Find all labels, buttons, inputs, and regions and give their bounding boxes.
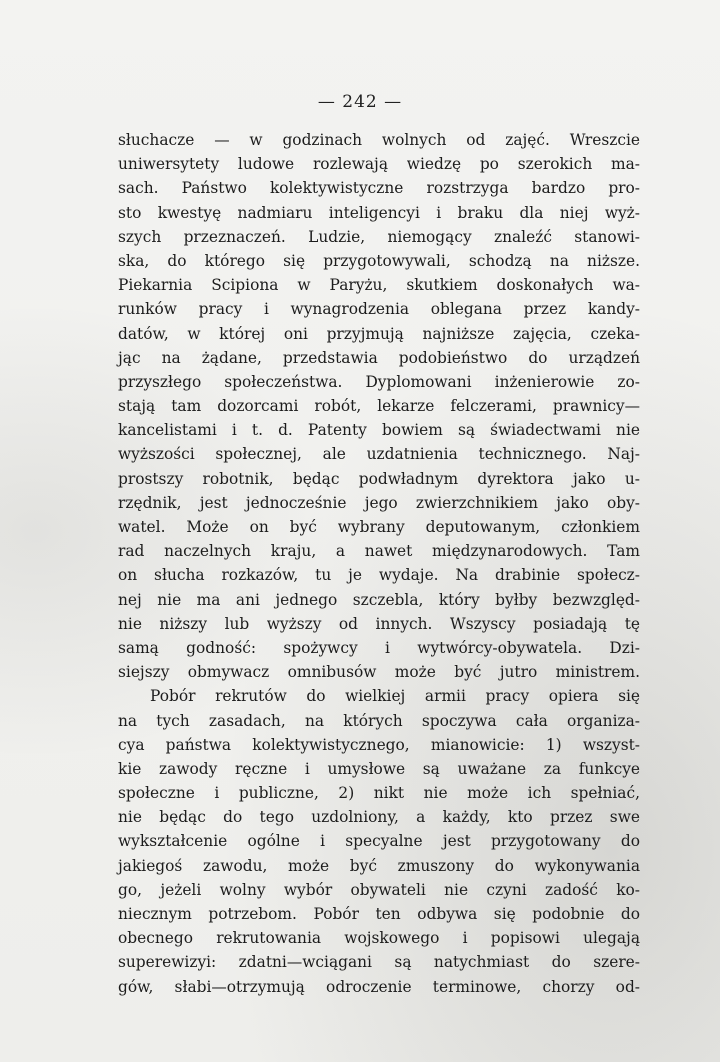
text-line: szych przeznaczeń. Ludzie, niemogący znaleźć stanowi-	[118, 227, 640, 246]
text-line: gów, słabi—otrzymują odroczenie terminowe, chorzy od-	[118, 977, 640, 996]
text-line: niecznym potrzebom. Pobór ten odbywa się podobnie do	[118, 905, 640, 923]
text-line: jakiegoś zawodu, może być zmuszony do wykonywania	[118, 856, 640, 875]
text-line: sach. Państwo kolektywistyczne rozstrzyga bardzo pro-	[118, 179, 640, 198]
text-line: nie niższy lub wyższy od innych. Wszyscy posiadają tę	[118, 614, 640, 633]
text-line: rzędnik, jest jednocześnie jego zwierzchnikiem jako oby-	[118, 493, 640, 512]
body-text	[118, 128, 640, 999]
text-line: samą godność: spożywcy i wytwórcy-obywatela. Dzi-	[118, 638, 640, 657]
text-line: przyszłego społeczeństwa. Dyplomowani inżenierowie zo-	[118, 372, 640, 391]
text-line: Pobór rekrutów do wielkiej armii pracy opiera się	[150, 687, 640, 706]
text-line: Piekarnia Scipiona w Paryżu, skutkiem doskonałych wa-	[118, 276, 640, 295]
text-line: na tych zasadach, na których spoczywa cała organiza-	[118, 711, 640, 730]
text-line: prostszy robotnik, będąc podwładnym dyrektora jako u-	[118, 469, 640, 488]
text-line: wykształcenie ogólne i specyalne jest przygotowany do	[118, 832, 640, 851]
text-line: ska, do którego się przygotowywali, schodzą na niższe.	[118, 251, 640, 270]
text-line: go, jeżeli wolny wybór obywateli nie czyni zadość ko-	[118, 880, 640, 899]
text-line: cya państwa kolektywistycznego, mianowicie: 1) wszyst-	[118, 735, 640, 754]
text-line: on słucha rozkazów, tu je wydaje. Na drabinie społecz-	[118, 566, 640, 585]
text-line: stają tam dozorcami robót, lekarze felczerami, prawnicy—	[118, 397, 640, 416]
paragraph-1	[118, 128, 640, 684]
text-line: superewizyi: zdatni—wciągani są natychmiast do szere-	[118, 953, 640, 972]
text-line: kie zawody ręczne i umysłowe są uważane za funkcye	[118, 759, 640, 778]
text-line: kancelistami i t. d. Patenty bowiem są świadectwami nie	[118, 421, 640, 440]
text-line: siejszy obmywacz omnibusów może być jutro ministrem.	[118, 663, 640, 682]
text-line: rad naczelnych kraju, a nawet międzynarodowych. Tam	[118, 542, 640, 561]
text-line: wyższości społecznej, ale uzdatnienia technicznego. Naj-	[118, 445, 640, 464]
text-line: społeczne i publiczne, 2) nikt nie może ich spełniać,	[118, 784, 640, 803]
text-line: nie będąc do tego uzdolniony, a każdy, kto przez swe	[118, 808, 640, 827]
text-line: jąc na żądane, przedstawia podobieństwo do urządzeń	[118, 348, 640, 367]
text-line: datów, w której oni przyjmują najniższe zajęcia, czeka-	[118, 324, 640, 343]
text-line: runków pracy i wynagrodzenia oblegana przez kandy-	[118, 300, 640, 319]
text-line: watel. Może on być wybrany deputowanym, członkiem	[118, 518, 640, 536]
paragraph-2	[118, 684, 640, 998]
text-line: nej nie ma ani jednego szczebla, który byłby bezwzględ-	[118, 590, 640, 609]
page-number: — 242 —	[317, 92, 403, 112]
text-line: słuchacze — w godzinach wolnych od zajęć. Wreszcie	[118, 131, 640, 149]
text-line: sto kwestyę nadmiaru inteligencyi i braku dla niej wyż-	[118, 203, 640, 222]
text-line: obecnego rekrutowania wojskowego i popisowi ulegają	[118, 929, 640, 948]
text-line: uniwersytety ludowe rozlewają wiedzę po szerokich ma-	[118, 155, 640, 174]
